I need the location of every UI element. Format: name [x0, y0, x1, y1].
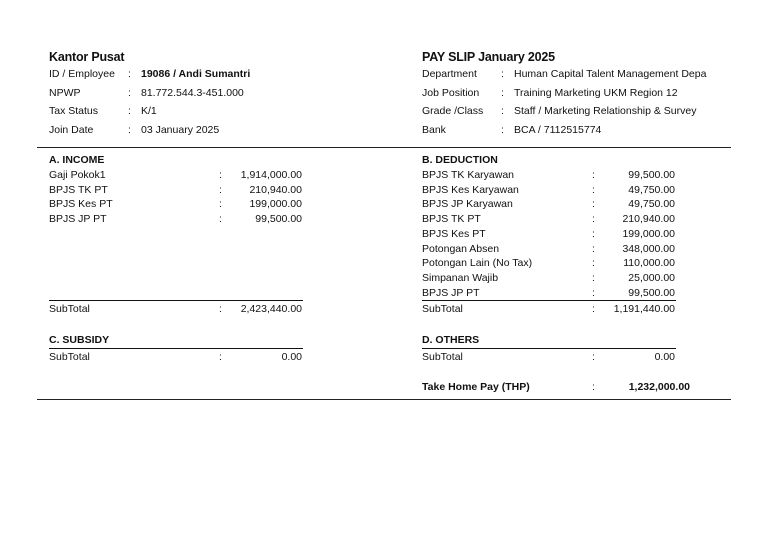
deduction-section-title: B. DEDUCTION [422, 154, 498, 166]
income-item-colon: : [219, 184, 222, 196]
deduction-item-colon: : [592, 243, 595, 255]
deduction-item-colon: : [592, 287, 595, 299]
income-item-value: 1,914,000.00 [240, 169, 302, 181]
income-item-colon: : [219, 198, 222, 210]
others-subtotal-rule [422, 348, 676, 349]
deduction-item-colon: : [592, 169, 595, 181]
header-divider [37, 147, 731, 148]
join-date-value: 03 January 2025 [141, 124, 220, 136]
deduction-item-label: BPJS Kes Karyawan [422, 184, 519, 196]
deduction-item-label: Potongan Absen [422, 243, 500, 255]
deduction-subtotal-rule [422, 300, 676, 301]
deduction-item-value: 99,500.00 [628, 169, 675, 181]
job-position-label: Job Position [422, 87, 480, 99]
deduction-item-colon: : [592, 272, 595, 284]
deduction-item-value: 110,000.00 [623, 257, 675, 269]
subsidy-subtotal-value: 0.00 [281, 351, 302, 363]
deduction-item-colon: : [592, 198, 595, 210]
others-subtotal-label: SubTotal [422, 351, 463, 363]
income-item-value: 99,500.00 [255, 213, 302, 225]
department-label: Department [422, 68, 477, 80]
income-item-value: 210,940.00 [249, 184, 302, 196]
income-subtotal-value: 2,423,440.00 [240, 303, 302, 315]
deduction-item-colon: : [592, 228, 595, 240]
thp-colon: : [592, 381, 595, 393]
others-section-title: D. OTHERS [422, 334, 480, 346]
deduction-item-colon: : [592, 257, 595, 269]
deduction-item-value: 25,000.00 [628, 272, 675, 284]
department-colon: : [501, 68, 504, 80]
subsidy-section-title: C. SUBSIDY [49, 334, 110, 346]
tax-status-label: Tax Status [49, 105, 99, 117]
deduction-item-label: Simpanan Wajib [422, 272, 499, 284]
job-position-value: Training Marketing UKM Region 12 [514, 87, 678, 99]
employee-id-colon: : [128, 68, 131, 80]
footer-divider [37, 399, 731, 400]
deduction-subtotal-colon: : [592, 303, 595, 315]
grade-class-value: Staff / Marketing Relationship & Survey [514, 105, 697, 117]
bank-label: Bank [422, 124, 446, 136]
thp-label: Take Home Pay (THP) [422, 381, 530, 393]
income-subtotal-colon: : [219, 303, 222, 315]
subsidy-subtotal-label: SubTotal [49, 351, 90, 363]
deduction-item-value: 199,000.00 [622, 228, 675, 240]
deduction-item-label: BPJS JP PT [422, 287, 480, 299]
bank-colon: : [501, 124, 504, 136]
department-value: Human Capital Talent Management Depa [514, 68, 707, 80]
deduction-item-value: 49,750.00 [628, 184, 675, 196]
income-item-label: BPJS JP PT [49, 213, 107, 225]
others-subtotal-value: 0.00 [654, 351, 675, 363]
subsidy-subtotal-rule [49, 348, 303, 349]
deduction-item-value: 49,750.00 [628, 198, 675, 210]
income-item-label: BPJS Kes PT [49, 198, 113, 210]
bank-value: BCA / 7112515774 [514, 124, 602, 136]
grade-class-label: Grade /Class [422, 105, 484, 117]
grade-class-colon: : [501, 105, 504, 117]
deduction-item-label: BPJS Kes PT [422, 228, 486, 240]
job-position-colon: : [501, 87, 504, 99]
thp-value: 1,232,000.00 [628, 381, 690, 393]
deduction-item-value: 348,000.00 [622, 243, 675, 255]
income-item-value: 199,000.00 [249, 198, 302, 210]
employee-id-value: 19086 / Andi Sumantri [141, 68, 251, 80]
income-subtotal-rule [49, 300, 303, 301]
deduction-item-label: Potongan Lain (No Tax) [422, 257, 533, 269]
join-date-label: Join Date [49, 124, 94, 136]
income-subtotal-label: SubTotal [49, 303, 90, 315]
deduction-item-colon: : [592, 184, 595, 196]
deduction-item-label: BPJS JP Karyawan [422, 198, 513, 210]
subsidy-subtotal-colon: : [219, 351, 222, 363]
income-section-title: A. INCOME [49, 154, 105, 166]
deduction-item-label: BPJS TK PT [422, 213, 481, 225]
deduction-item-value: 210,940.00 [622, 213, 675, 225]
deduction-item-label: BPJS TK Karyawan [422, 169, 515, 181]
join-date-colon: : [128, 124, 131, 136]
employee-id-label: ID / Employee [49, 68, 115, 80]
npwp-colon: : [128, 87, 131, 99]
npwp-label: NPWP [49, 87, 81, 99]
income-item-label: Gaji Pokok1 [49, 169, 106, 181]
payslip-title: PAY SLIP January 2025 [422, 50, 555, 64]
tax-status-value: K/1 [141, 105, 157, 117]
npwp-value: 81.772.544.3-451.000 [141, 87, 244, 99]
tax-status-colon: : [128, 105, 131, 117]
income-item-label: BPJS TK PT [49, 184, 108, 196]
deduction-item-colon: : [592, 213, 595, 225]
income-item-colon: : [219, 213, 222, 225]
deduction-subtotal-label: SubTotal [422, 303, 463, 315]
others-subtotal-colon: : [592, 351, 595, 363]
deduction-item-value: 99,500.00 [628, 287, 675, 299]
income-item-colon: : [219, 169, 222, 181]
office-title: Kantor Pusat [49, 50, 125, 64]
deduction-subtotal-value: 1,191,440.00 [613, 303, 675, 315]
